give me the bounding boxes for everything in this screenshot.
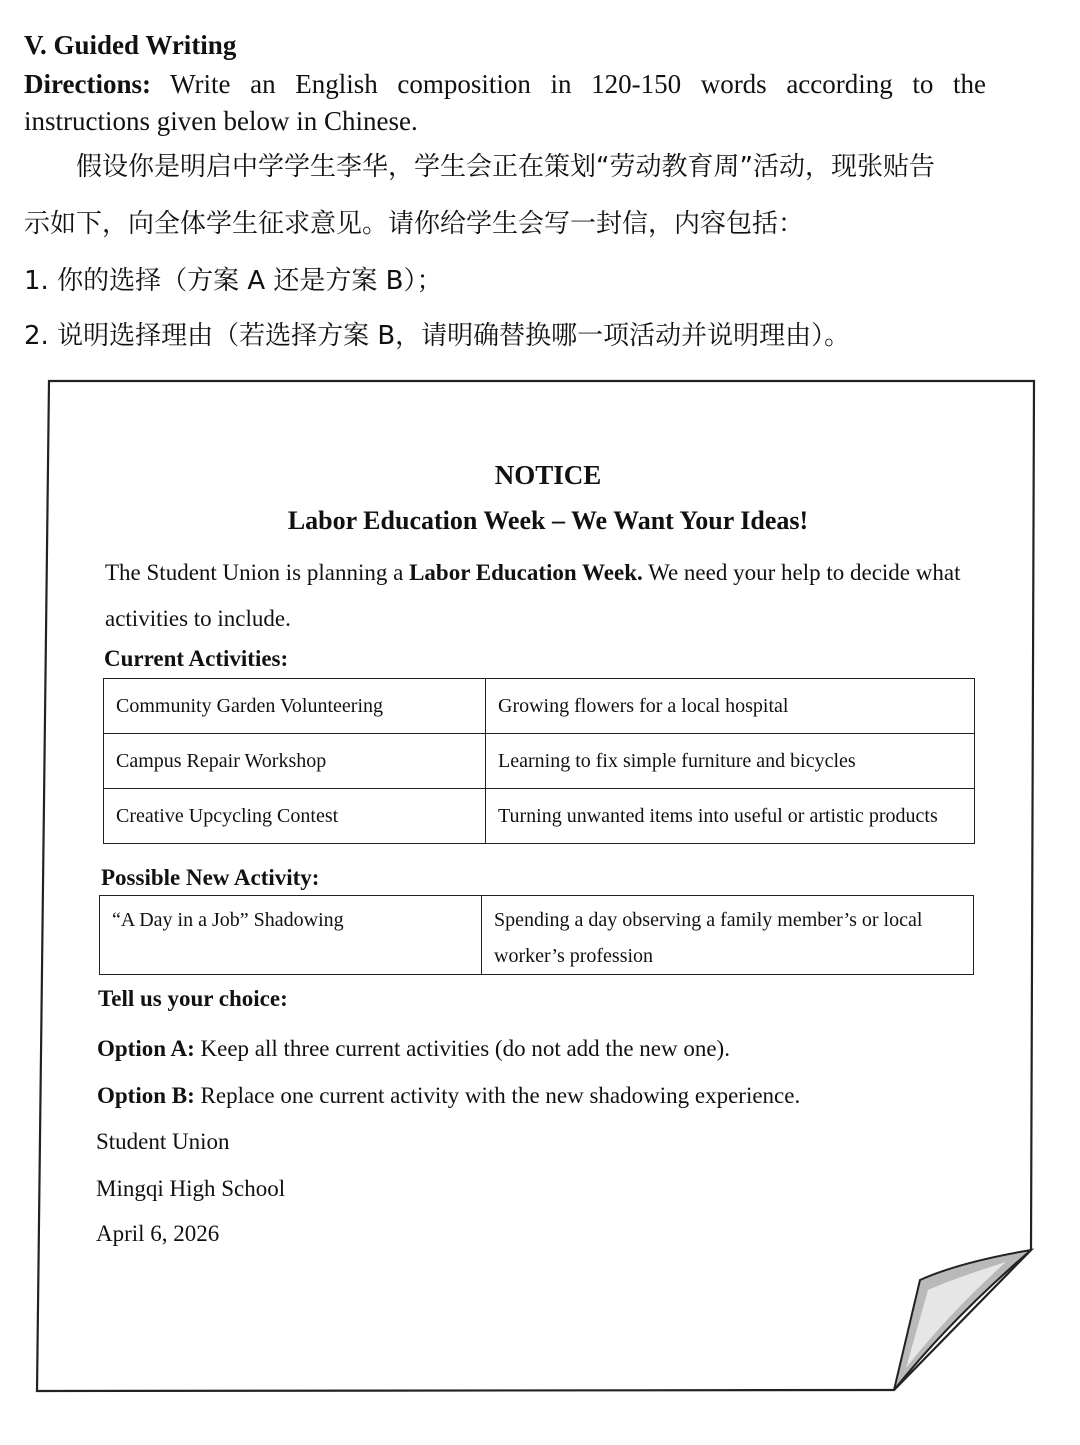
table-row — [100, 896, 974, 975]
notice-title: NOTICE — [494, 460, 602, 490]
instruction-item-1: 1. 你的选择（方案 A 还是方案 B）； — [24, 266, 443, 296]
table-row — [104, 679, 975, 734]
directions-text: Write an English composition in 120-150 words according to the instructions given below in Chinese. — [24, 69, 986, 136]
option-b — [97, 1083, 800, 1109]
option-a-text: Keep all three current activities (do not add the new one). — [194, 1036, 730, 1061]
activity-description: Growing flowers for a local hospital — [486, 679, 975, 734]
activity-name: Community Garden Volunteering — [104, 679, 486, 734]
activity-description: Learning to fix simple furniture and bicycles — [486, 734, 975, 789]
instruction-line-2: 示如下，向全体学生征求意见。请你给学生会写一封信，内容包括： — [24, 209, 805, 239]
notice-subtitle: Labor Education Week – We Want Your Ideas! — [287, 506, 809, 535]
section-heading: V. Guided Writing — [24, 30, 237, 60]
activity-name: Creative Upcycling Contest — [104, 789, 486, 844]
new-activity-table — [99, 895, 974, 975]
new-activity-label: Possible New Activity: — [101, 865, 320, 890]
directions-label: Directions: — [24, 69, 151, 99]
new-activity-name: “A Day in a Job” Shadowing — [100, 896, 482, 975]
notice-intro — [105, 550, 983, 642]
activity-name: Campus Repair Workshop — [104, 734, 486, 789]
instruction-item-2: 2. 说明选择理由（若选择方案 B，请明确替换哪一项活动并说明理由）。 — [24, 321, 851, 351]
signature-date: April 6, 2026 — [96, 1221, 220, 1246]
current-activities-table — [103, 678, 975, 844]
signature-school: Mingqi High School — [96, 1176, 286, 1201]
table-row — [104, 789, 975, 844]
intro-event-name: Labor Education Week. — [409, 560, 643, 585]
intro-text-end: We need your help to decide what activities to include. — [105, 560, 961, 631]
instruction-line-1: 假设你是明启中学学生李华，学生会正在策划“劳动教育周”活动，现张贴告 — [76, 152, 935, 182]
signature-org: Student Union — [96, 1129, 230, 1154]
new-activity-description: Spending a day observing a family member’s or local worker’s profession — [482, 896, 974, 975]
option-b-text: Replace one current activity with the new shadowing experience. — [194, 1083, 801, 1108]
option-b-label: Option B: — [97, 1083, 195, 1108]
choice-label: Tell us your choice: — [98, 986, 288, 1011]
table-row — [104, 734, 975, 789]
option-a — [97, 1036, 730, 1062]
current-activities-label: Current Activities: — [104, 646, 289, 671]
intro-text-start: The Student Union is planning a — [105, 560, 410, 585]
activity-description: Turning unwanted items into useful or artistic products — [486, 789, 975, 844]
option-a-label: Option A: — [97, 1036, 195, 1061]
